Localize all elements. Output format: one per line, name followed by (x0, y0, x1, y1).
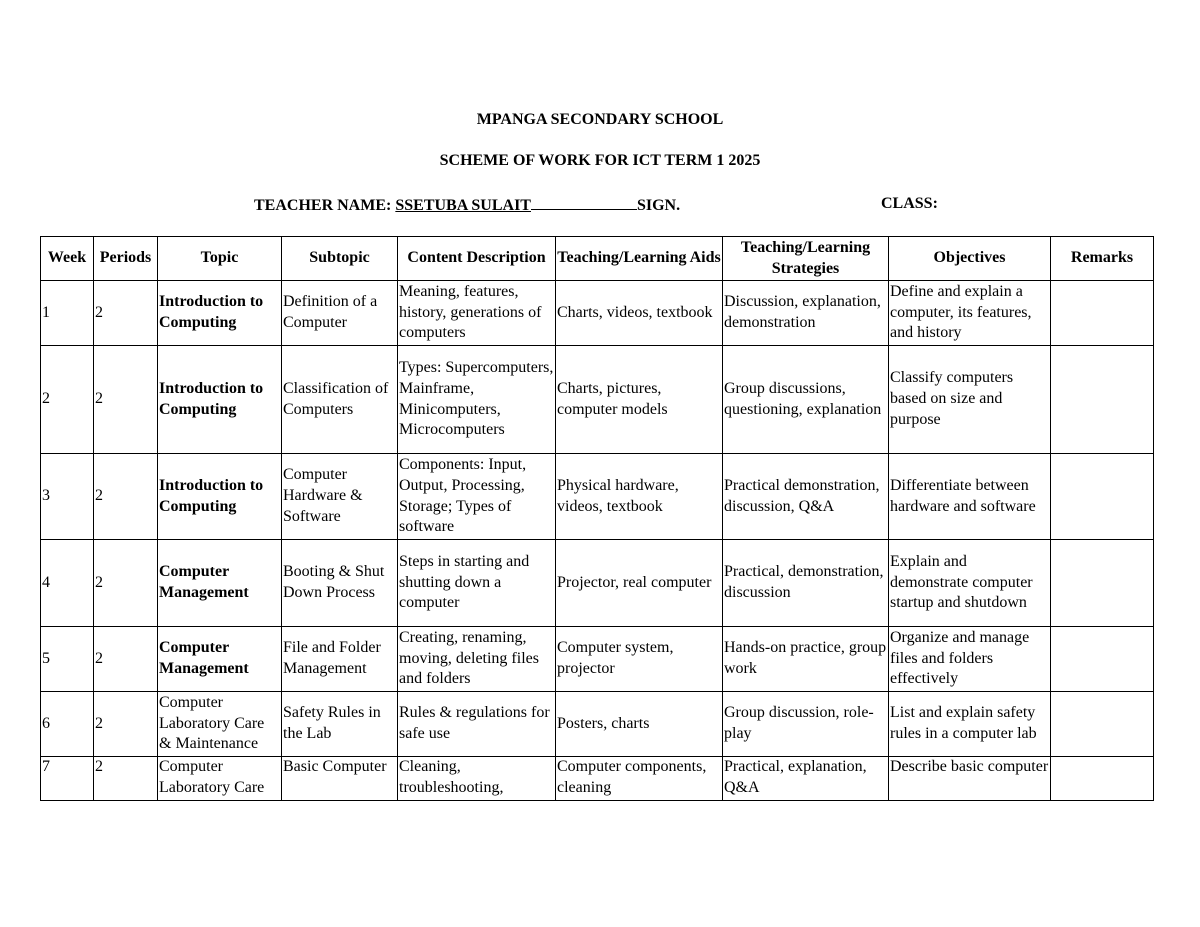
header-row (41, 237, 1154, 281)
cell-topic: Introduction to Computing (158, 454, 282, 540)
cell-remarks (1051, 281, 1154, 346)
table-row (41, 540, 1154, 627)
cell-periods: 2 (94, 627, 158, 692)
cell-objectives: Organize and manage files and folders effectively (889, 627, 1051, 692)
cell-strategies: Practical, explanation, Q&A (723, 757, 889, 801)
cell-subtopic: Classification of Computers (282, 346, 398, 454)
cell-remarks (1051, 627, 1154, 692)
header-periods: Periods (94, 237, 158, 281)
cell-remarks (1051, 692, 1154, 757)
cell-week: 1 (41, 281, 94, 346)
cell-strategies: Discussion, explanation, demonstration (723, 281, 889, 346)
cell-topic: Computer Management (158, 627, 282, 692)
cell-content: Steps in starting and shutting down a computer (398, 540, 556, 627)
table-row (41, 692, 1154, 757)
table-row (41, 281, 1154, 346)
sign-label: SIGN. (636, 197, 681, 214)
table-row (41, 454, 1154, 540)
cell-aids: Physical hardware, videos, textbook (556, 454, 723, 540)
cell-periods: 2 (94, 281, 158, 346)
cell-week: 3 (41, 454, 94, 540)
header-subtopic: Subtopic (282, 237, 398, 281)
scheme-title: SCHEME OF WORK FOR ICT TERM 1 2025 (439, 152, 761, 169)
cell-periods: 2 (94, 454, 158, 540)
cell-topic: Introduction to Computing (158, 281, 282, 346)
cell-strategies: Hands-on practice, group work (723, 627, 889, 692)
cell-week: 6 (41, 692, 94, 757)
cell-aids: Projector, real computer (556, 540, 723, 627)
cell-objectives: Define and explain a computer, its features, and history (889, 281, 1051, 346)
cell-topic: Computer Management (158, 540, 282, 627)
cell-strategies: Group discussions, questioning, explanation (723, 346, 889, 454)
cell-strategies: Practical, demonstration, discussion (723, 540, 889, 627)
cell-strategies: Group discussion, role-play (723, 692, 889, 757)
cell-content: Meaning, features, history, generations of computers (398, 281, 556, 346)
cell-remarks (1051, 540, 1154, 627)
header-strategies: Teaching/Learning Strategies (723, 237, 889, 281)
cell-objectives: Classify computers based on size and purpose (889, 346, 1051, 454)
header-content: Content Description (398, 237, 556, 281)
cell-subtopic: Definition of a Computer (282, 281, 398, 346)
cell-objectives: Explain and demonstrate computer startup and shutdown (889, 540, 1051, 627)
teacher-label: TEACHER NAME: (254, 197, 396, 214)
school-name: MPANGA SECONDARY SCHOOL (476, 111, 724, 128)
cell-week: 5 (41, 627, 94, 692)
cell-remarks (1051, 346, 1154, 454)
cell-objectives: List and explain safety rules in a computer lab (889, 692, 1051, 757)
cell-week: 2 (41, 346, 94, 454)
cell-periods: 2 (94, 346, 158, 454)
cell-periods: 2 (94, 692, 158, 757)
cell-topic: Introduction to Computing (158, 346, 282, 454)
scheme-table (40, 236, 1154, 801)
cell-content: Components: Input, Output, Processing, Storage; Types of software (398, 454, 556, 540)
cell-aids: Charts, pictures, computer models (556, 346, 723, 454)
cell-objectives: Differentiate between hardware and software (889, 454, 1051, 540)
cell-objectives: Describe basic computer (889, 757, 1051, 801)
cell-subtopic: File and Folder Management (282, 627, 398, 692)
cell-aids: Computer system, projector (556, 627, 723, 692)
cell-topic: Computer Laboratory Care (158, 757, 282, 801)
table-row (41, 627, 1154, 692)
cell-content: Rules & regulations for safe use (398, 692, 556, 757)
cell-aids: Posters, charts (556, 692, 723, 757)
cell-aids: Computer components, cleaning (556, 757, 723, 801)
cell-strategies: Practical demonstration, discussion, Q&A (723, 454, 889, 540)
teacher-name: SSETUBA SULAIT (395, 197, 531, 214)
teacher-line (254, 195, 680, 215)
header-topic: Topic (158, 237, 282, 281)
cell-periods: 2 (94, 540, 158, 627)
table-row (41, 757, 1154, 801)
cell-aids: Charts, videos, textbook (556, 281, 723, 346)
cell-topic: Computer Laboratory Care & Maintenance (158, 692, 282, 757)
header-objectives: Objectives (889, 237, 1051, 281)
header-remarks: Remarks (1051, 237, 1154, 281)
cell-week: 7 (41, 757, 94, 801)
cell-content: Types: Supercomputers, Mainframe, Minicomputers, Microcomputers (398, 346, 556, 454)
header-week: Week (41, 237, 94, 281)
header-aids: Teaching/Learning Aids (556, 237, 723, 281)
cell-subtopic: Basic Computer (282, 757, 398, 801)
cell-content: Creating, renaming, moving, deleting files and folders (398, 627, 556, 692)
table-row (41, 346, 1154, 454)
cell-content: Cleaning, troubleshooting, (398, 757, 556, 801)
cell-remarks (1051, 757, 1154, 801)
cell-periods: 2 (94, 757, 158, 801)
teacher-name-underline (531, 195, 637, 210)
cell-subtopic: Computer Hardware & Software (282, 454, 398, 540)
cell-subtopic: Booting & Shut Down Process (282, 540, 398, 627)
cell-remarks (1051, 454, 1154, 540)
cell-week: 4 (41, 540, 94, 627)
class-label: CLASS: (881, 195, 938, 212)
cell-subtopic: Safety Rules in the Lab (282, 692, 398, 757)
